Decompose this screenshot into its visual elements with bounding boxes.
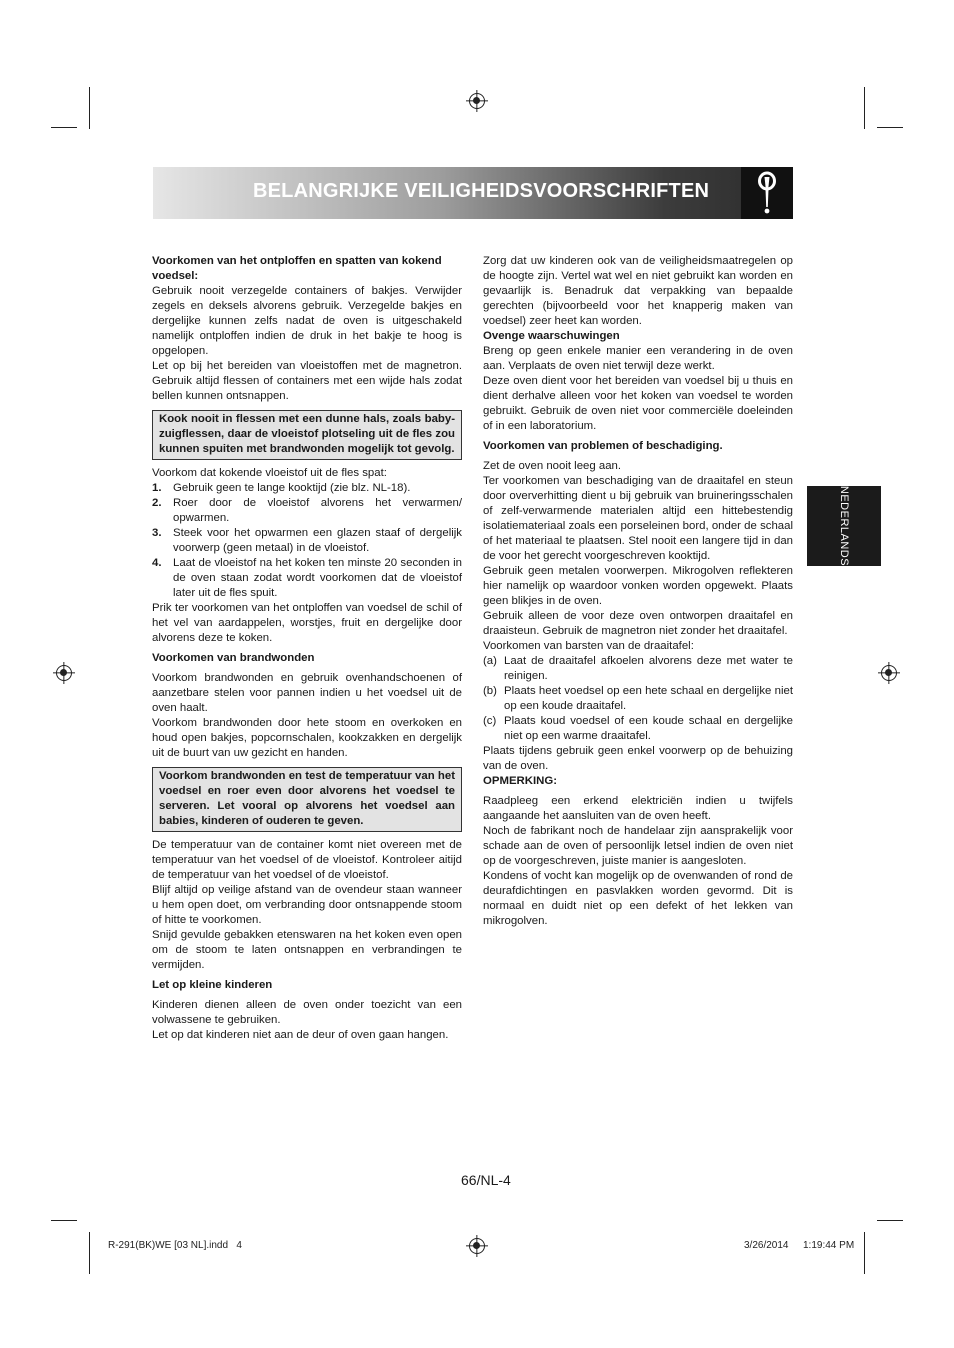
left-column — [152, 254, 462, 1043]
crop-mark — [89, 1232, 90, 1274]
header-banner — [153, 167, 793, 219]
paragraph: Let op bij het bereiden van vloeistoffen met de magnetron. Gebruik altijd flessen of containers met een wijde hals zodat bellen kunnen ontsnappen. — [152, 360, 462, 402]
warning-text: Kook nooit in flessen met een dunne hals, zoals baby-zuigflessen, daar de vloeistof plotseling uit de fles zou kunnen spuiten met brandwonden mogelijk tot gevolg. — [159, 413, 455, 455]
language-label: NEDERLANDS — [838, 485, 850, 567]
paragraph: Voorkom brandwonden door hete stoom en overkoken en houd open bakjes, popcornschalen, kookzakken en dergelijk uit de buurt van uw gezicht en handen. — [152, 717, 462, 759]
crop-mark — [864, 87, 865, 129]
paragraph: Zorg dat uw kinderen ook van de veiligheidsmaatregelen op de hoogte zijn. Vertel wat wel en niet gebruikt kan worden en gevaarlijk is. Benadruk dat verpakking van bepaalde gerechten (bijvoorbeeld voor het knapperig maken van voedsel) zeer heet kan worden. — [483, 255, 793, 327]
list-item: (b) Plaats heet voedsel op een hete schaal en dergelijke niet op een koude draaitafel. — [483, 685, 793, 712]
list-item: 1. Gebruik geen te lange kooktijd (zie blz. NL-18). — [152, 482, 411, 494]
lettered-list — [483, 654, 793, 744]
paragraph: Kinderen dienen alleen de oven onder toezicht van een volwassene te gebruiken. — [152, 999, 462, 1026]
list-item: 2. Roer door de vloeistof alvorens het verwarmen/ opwarmen. — [152, 497, 462, 524]
section-heading: Voorkomen van brandwonden — [152, 652, 315, 664]
registration-mark-icon — [469, 1238, 485, 1254]
paragraph: Deze oven dient voor het bereiden van voedsel bij u thuis en dient derhalve alleen voor het koken van voedsel te worden gebruikt. Gebruik de oven niet voor commerciële doeleinden of in een laboratorium. — [483, 375, 793, 432]
paragraph: Voorkomen van barsten van de draaitafel: — [483, 640, 694, 652]
page-title: BELANGRIJKE VEILIGHEIDSVOORSCHRIFTEN — [253, 180, 710, 202]
paragraph: Gebruik alleen de voor deze oven ontworpen draaitafel en draaisteun. Gebruik de magnetron niet zonder het draaitafel. — [483, 610, 793, 637]
paragraph: Prik ter voorkomen van het ontploffen van voedsel de schil of het vel van aardappelen, worstjes, fruit en dergelijke door alvorens deze te koken. — [152, 602, 462, 644]
crop-mark — [51, 127, 77, 128]
paragraph: Kondens of vocht kan mogelijk op de ovenwanden of rond de deurafdichtingen en pasvlakken worden gevormd. Dit is normaal en duidt niet op een defekt of het lekken van mikrogolven. — [483, 870, 793, 927]
registration-mark-icon — [469, 93, 485, 109]
page-number: 66/NL-4 — [461, 1172, 511, 1188]
warning-box — [152, 410, 462, 460]
warning-text: Voorkom brandwonden en test de temperatuur van het voedsel en roer even door alvorens het voedsel te serveren. Let vooral op alvorens het voedsel aan babies, kinderen of ouderen te geven. — [159, 770, 455, 827]
paragraph: Snijd gevulde gebakken etenswaren na het koken even open om de stoom te laten ontsnappen en verbrandingen te vermijden. — [152, 929, 462, 971]
paragraph: Gebruik geen metalen voorwerpen. Mikrogolven reflekteren hier namelijk op waardoor vonken worden opgewekt. Plaats geen blikjes in de oven. — [483, 565, 793, 607]
paragraph: Blijf altijd op veilige afstand van de ovendeur staan wanneer u hem open doet, om verbranding door ontsnappende stoom of hitte te voorkomen. — [152, 884, 462, 926]
crop-mark — [51, 1220, 77, 1221]
paragraph: Noch de fabrikant noch de handelaar zijn aansprakelijk voor schade aan de oven of persoonlijk letsel indien de oven niet op de voorgeschreven, juiste manier is aangesloten. — [483, 825, 793, 867]
paragraph: Raadpleeg een erkend elektriciën indien u twijfels aangaande het aansluiten van de oven heeft. — [483, 795, 793, 822]
crop-mark — [864, 1232, 865, 1274]
registration-mark-icon — [56, 665, 72, 681]
crop-mark — [877, 127, 903, 128]
section-heading: Let op kleine kinderen — [152, 979, 273, 991]
paragraph: Voorkom dat kokende vloeistof uit de fles spat: — [152, 467, 387, 479]
numbered-list — [152, 481, 462, 601]
list-item: 3. Steek voor het opwarmen een glazen staaf of dergelijk voorwerp (geen metaal) in de vloeistof. — [152, 527, 462, 554]
footer-file-name: R-291(BK)WE [03 NL].indd 4 — [108, 1240, 242, 1251]
crop-mark — [89, 87, 90, 129]
registration-mark-icon — [881, 665, 897, 681]
exclamation-icon — [741, 167, 793, 219]
paragraph: Gebruik nooit verzegelde containers of bakjes. Verwijder zegels en deksels alvorens gebruik. Verzegelde bakjes en dergelijke kunnen zelfs nadat de oven is uitgeschakeld namelijk ontploffen indien de druk in het bakje te hoog is opgelopen. — [152, 285, 462, 357]
section-heading: Voorkomen van problemen of beschadiging. — [483, 440, 723, 452]
list-item: (a) Laat de draaitafel afkoelen alvorens deze met water te reinigen. — [483, 655, 793, 682]
paragraph: Let op dat kinderen niet aan de deur of oven gaan hangen. — [152, 1029, 449, 1041]
section-heading: Ovenge waarschuwingen — [483, 330, 620, 342]
section-heading: OPMERKING: — [483, 775, 558, 787]
footer-date: 3/26/2014 — [744, 1240, 789, 1251]
paragraph: Ter voorkomen van beschadiging van de draaitafel en steun door oververhitting dient u bij gebruik van bruineringsschalen of zelf-verwarmende materialen altijd een hittebestendig isolatiemateriaal zoals een porseleinen bord, onder de schaal of het materiaal te plaatsen. Stel nooit een langere tijd in dan de voor het gerecht voorgeschreven kooktijd. — [483, 475, 793, 562]
paragraph: De temperatuur van de container komt niet overeen met de temperatuur van het voedsel of de vloeistof. Kontroleer aitijd de temperatuur van het voedsel of de vloeistof. — [152, 839, 462, 881]
paragraph: Breng op geen enkele manier een verandering in de oven aan. Verplaats de oven niet terwijl deze werkt. — [483, 345, 793, 372]
footer-time: 1:19:44 PM — [803, 1240, 855, 1251]
language-tab — [807, 486, 881, 566]
list-item: (c) Plaats koud voedsel of een koude schaal en dergelijke niet op een warme draaitafel. — [483, 715, 793, 742]
right-column — [483, 254, 793, 929]
paragraph: Zet de oven nooit leeg aan. — [483, 460, 622, 472]
paragraph: Voorkom brandwonden en gebruik ovenhandschoenen of aanzetbare stelen voor pannen indien u het voedsel uit de oven haalt. — [152, 672, 462, 714]
crop-mark — [877, 1220, 903, 1221]
list-item: 4. Laat de vloeistof na het koken ten minste 20 seconden in de oven staan zodat wordt voorkomen dat de vloeistof later uit de fles spuit. — [152, 557, 462, 599]
warning-box — [152, 767, 462, 832]
section-heading: Voorkomen van het ontploffen en spatten van kokend voedsel: — [152, 255, 442, 282]
paragraph: Plaats tijdens gebruik geen enkel voorwerp op de behuizing van de oven. — [483, 745, 793, 772]
